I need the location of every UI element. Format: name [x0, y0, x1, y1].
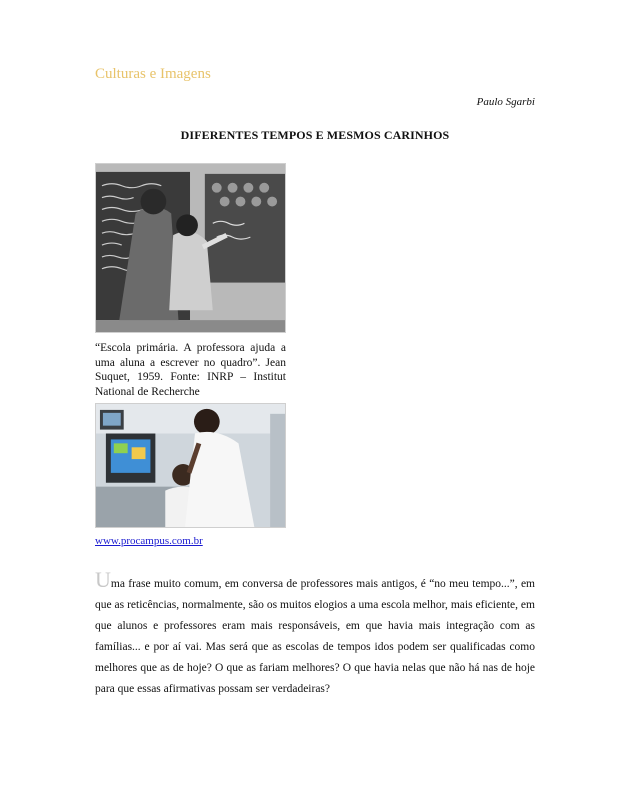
photo-source-link[interactable]: www.procampus.com.br	[95, 535, 203, 547]
photo-caption: “Escola primária. A professora ajuda a uma aluna a escrever no quadro”. Jean Suquet, 1959. Fonte: INRP – Institut National de Recherche	[95, 342, 286, 398]
drop-cap: U	[95, 567, 111, 592]
article-body-text: ma frase muito comum, em conversa de professores mais antigos, é “no meu tempo...”, em que as reticências, normalmente, são os muitos elogios a uma escola melhor, mais eficiente, em que alunos e professores eram mais responsáveis, em que havia mais integração com as famílias... e por aí vai. Mas será que as escolas de tempos idos podem ser qualificadas como melhores que as de hoje? O que as fariam melhores? O que havia nelas que não há nas de hoje para que essas afirmativas possam ser verdadeiras?	[95, 578, 535, 695]
article-body	[95, 567, 535, 700]
article-title: DIFERENTES TEMPOS E MESMOS CARINHOS	[180, 128, 450, 142]
author-name: Paulo Sgarbi	[476, 96, 535, 108]
computer-lab-photo	[95, 403, 286, 528]
classroom-photo-1959	[95, 163, 286, 333]
section-title: Culturas e Imagens	[95, 66, 211, 82]
